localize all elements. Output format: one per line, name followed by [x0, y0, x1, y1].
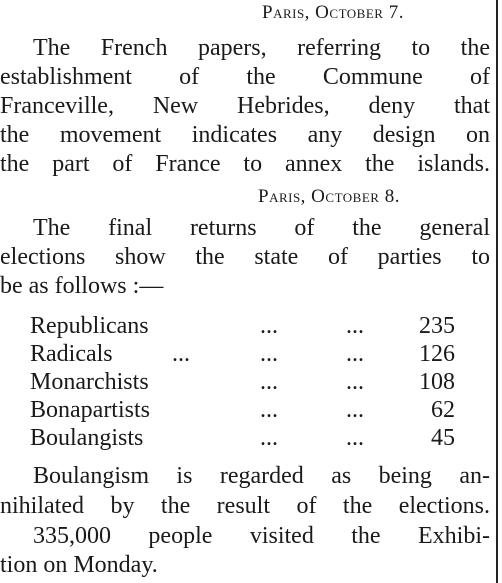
dispatch2-intro-line-3: be as follows :—	[0, 273, 164, 299]
column-rule	[496, 0, 498, 583]
table-row-monarchists	[30, 368, 455, 396]
dispatch2-closing-line-3: 335,000 people visited the Exhibi-	[33, 523, 490, 549]
leader-dots: ...	[172, 341, 190, 367]
dateline-october-8: Paris, October 8.	[258, 186, 400, 207]
table-row-radicals	[30, 340, 455, 368]
leader-dots: ...	[346, 425, 364, 451]
seat-count: 126	[419, 341, 455, 367]
table-row-republicans	[30, 312, 455, 340]
party-name: Monarchists	[30, 369, 149, 395]
dispatch1-line-5: the part of France to annex the islands.	[0, 151, 490, 177]
leader-dots: ...	[260, 397, 278, 423]
table-row-bonapartists	[30, 396, 455, 424]
leader-dots: ...	[346, 369, 364, 395]
dispatch1-line-3: Franceville, New Hebrides, deny that	[0, 93, 490, 119]
leader-dots: ...	[346, 341, 364, 367]
party-name: Bonapartists	[30, 397, 150, 423]
dispatch2-closing-line-1: Boulangism is regarded as being an-	[33, 463, 490, 489]
leader-dots: ...	[260, 313, 278, 339]
seat-count: 62	[431, 397, 455, 423]
seat-count: 108	[419, 369, 455, 395]
seat-count: 235	[419, 313, 455, 339]
dispatch1-line-1: The French papers, referring to the	[33, 35, 490, 61]
table-row-boulangists	[30, 424, 455, 452]
leader-dots: ...	[260, 341, 278, 367]
party-name: Radicals	[30, 341, 113, 367]
leader-dots: ...	[260, 425, 278, 451]
party-name: Boulangists	[30, 425, 144, 451]
party-name: Republicans	[30, 313, 149, 339]
dispatch2-closing-line-4: tion on Monday.	[0, 552, 158, 578]
dispatch2-intro-line-1: The final returns of the general	[33, 215, 490, 241]
seat-count: 45	[431, 425, 455, 451]
leader-dots: ...	[346, 397, 364, 423]
dispatch1-line-2: establishment of the Commune of	[0, 64, 490, 90]
dateline-october-7: Paris, October 7.	[262, 2, 404, 23]
leader-dots: ...	[346, 313, 364, 339]
leader-dots: ...	[260, 369, 278, 395]
dispatch2-closing-line-2: nihilated by the result of the elections.	[0, 493, 490, 519]
dispatch1-line-4: the movement indicates any design on	[0, 122, 490, 148]
dispatch2-intro-line-2: elections show the state of parties to	[0, 244, 490, 270]
